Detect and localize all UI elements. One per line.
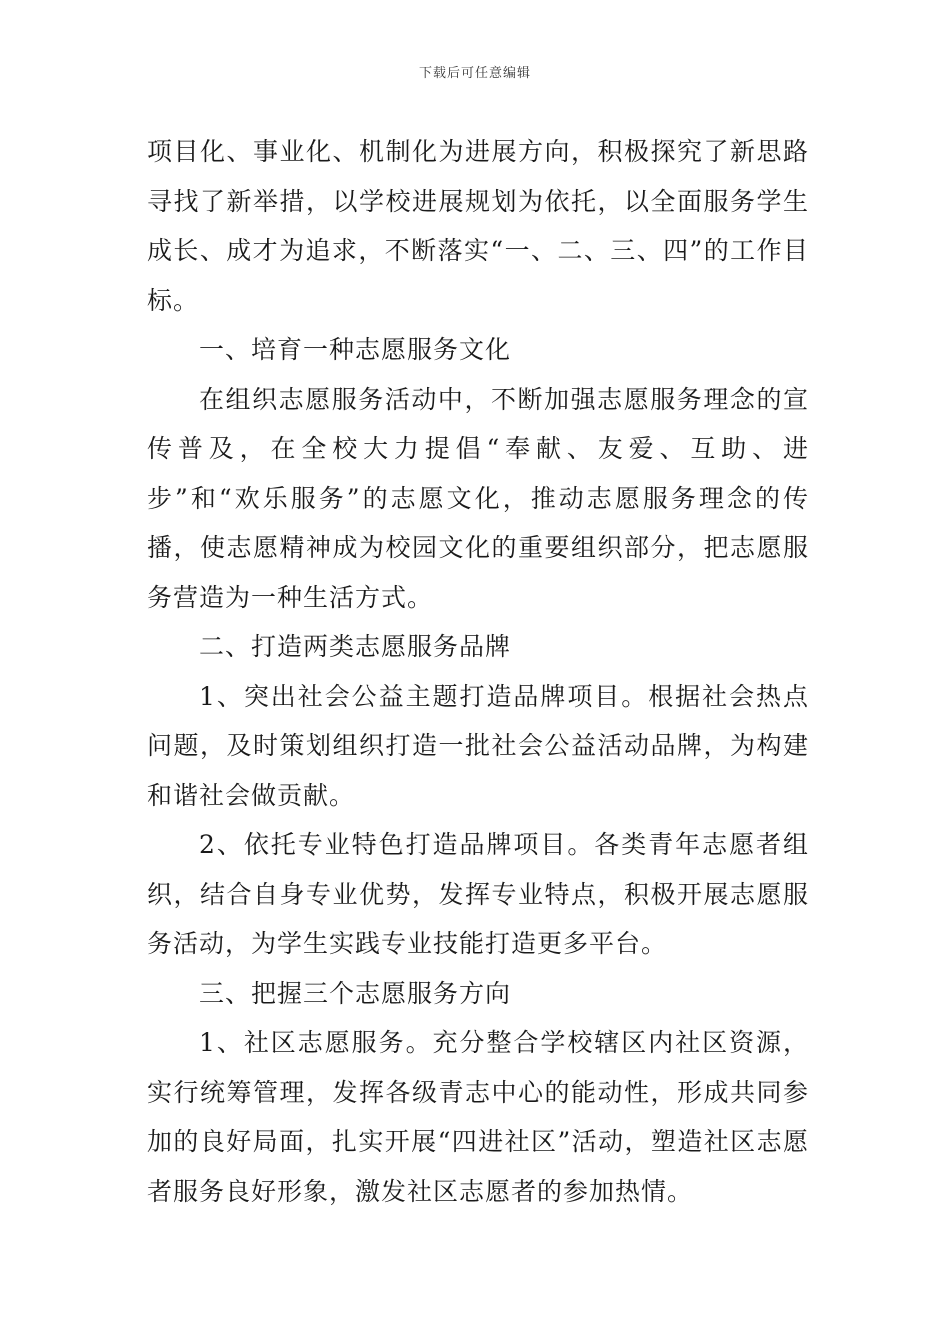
section-2-item-2: 2、依托专业特色打造品牌项目。各类青年志愿者组织，结合自身专业优势，发挥专业特点，积极开展志愿服务活动，为学生实践专业技能打造更多平台。 <box>147 830 809 958</box>
page-header: 下载后可任意编辑 <box>418 66 531 81</box>
section-heading-3: 三、把握三个志愿服务方向 <box>199 978 512 1008</box>
section-heading-2: 二、打造两类志愿服务品牌 <box>199 632 512 661</box>
document-body <box>147 127 809 1216</box>
section-3-item-1: 1、社区志愿服务。充分整合学校辖区内社区资源，实行统筹管理，发挥各级青志中心的能动性，形成共同参加的良好局面，扎实开展“四进社区”活动，塑造社区志愿者服务良好形象，激发社区志愿者的参加热情。 <box>147 1028 809 1206</box>
intro-paragraph: 项目化、事业化、机制化为进展方向，积极探究了新思路寻找了新举措，以学校进展规划为依托，以全面服务学生成长、成才为追求，不断落实“一、二、三、四”的工作目标。 <box>147 137 809 315</box>
section-heading-1: 一、培育一种志愿服务文化 <box>199 335 512 364</box>
section-1-paragraph: 在组织志愿服务活动中，不断加强志愿服务理念的宣传普及，在全校大力提倡“奉献、友爱、互助、进步”和“欢乐服务”的志愿文化，推动志愿服务理念的传播，使志愿精神成为校园文化的重要组织部分，把志愿服务营造为一种生活方式。 <box>147 384 809 612</box>
section-2-item-1: 1、突出社会公益主题打造品牌项目。根据社会热点问题，及时策划组织打造一批社会公益活动品牌，为构建和谐社会做贡献。 <box>147 681 809 810</box>
